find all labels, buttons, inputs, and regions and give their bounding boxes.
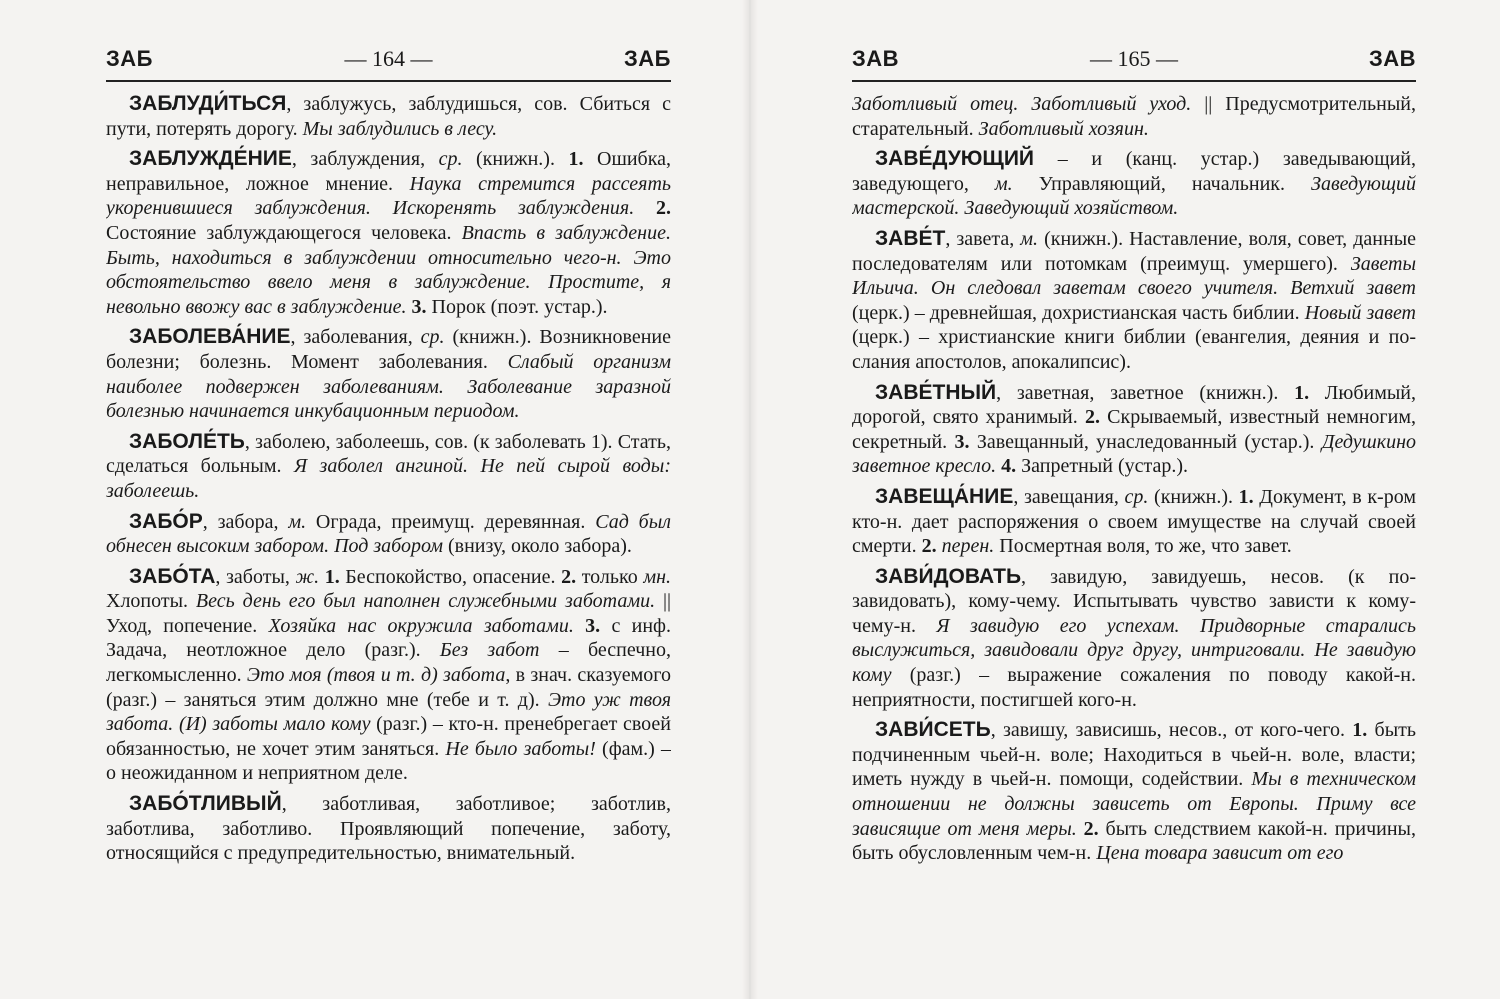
entry-headword: ЗАБОЛЕВА́НИЕ — [129, 325, 291, 349]
entry-headword: ЗАБО́ТЛИВЫЙ — [129, 792, 282, 816]
dictionary-entry — [106, 792, 671, 866]
sense-number: 3. — [411, 295, 427, 318]
right-guide-word-right: ЗАВ — [1368, 46, 1416, 71]
entry-text: Порок (поэт. устар.). — [426, 295, 608, 318]
entry-example: Не было заботы! — [445, 737, 596, 760]
dictionary-entry — [106, 325, 671, 423]
entry-text: (разг.) – кто-н. пренебрегает своей обязанностью, не хочет этим заняться. — [106, 713, 671, 760]
entry-text — [634, 197, 656, 219]
entry-example: Сад был обнесен высоким забором. Под забором — [106, 510, 671, 558]
left-guide-word-left: ЗАБ — [106, 46, 153, 71]
entry-example: мн. — [643, 565, 671, 588]
dictionary-entry — [852, 227, 1416, 375]
sense-number: 1. — [1352, 719, 1368, 742]
entry-text: быть подчиненным чьей-н. воле; Находиться в чьей-н. воле, власти; иметь нужду в чьей-н. помощи, содействии. — [852, 719, 1416, 791]
entry-example: Заботливый хозяин. — [978, 117, 1149, 140]
left-page-body — [106, 92, 671, 872]
entry-text: Ошибка, неправильное, ложное мнение. — [106, 148, 671, 195]
dictionary-entry — [852, 565, 1416, 713]
entry-example: Хозяйка нас окружила заботами. — [268, 614, 574, 637]
entry-example: Заботливый отец. Заботливый уход. — [852, 93, 1192, 115]
sense-number: 2. — [1083, 817, 1099, 840]
entry-text: (книжн.). — [462, 148, 569, 171]
dictionary-entry — [106, 430, 671, 504]
entry-text: Документ, в к-ром кто-н. дает распоряжения о своем имуществе на случай своей смерти. — [852, 485, 1416, 558]
entry-text: (церк.) – христианские книги библии (евангелия, деяния и послания апостолов, апокалипсис). — [852, 326, 1416, 373]
dictionary-entry — [852, 147, 1416, 221]
entry-text: Завещанный, унаследованный (устар.). — [969, 430, 1322, 453]
entry-example: Мы в техническом отношении не должны зависеть от Европы. Приму все зависящие от меня меры. — [852, 768, 1416, 840]
entry-text: , завишу, зависишь, несов., от кого-чего. — [990, 719, 1353, 742]
left-guide-word-right: ЗАБ — [624, 46, 671, 71]
sense-number: 3. — [585, 614, 601, 637]
entry-text: Скрываемый, известный немногим, секретный. — [852, 406, 1416, 453]
entry-text: , завета, — [945, 227, 1021, 250]
entry-text — [1077, 818, 1084, 840]
sense-number: 1. — [324, 565, 340, 588]
entry-headword: ЗАВЕ́ДУЮЩИЙ — [875, 147, 1035, 171]
entry-example: Дедушкино заветное кресло. — [852, 430, 1416, 478]
right-guide-word-left: ЗАВ — [852, 46, 900, 71]
entry-text: , завидую, завидуешь, несов. (к позавидовать), кому-чему. Испытывать чувство зависти к кому-чему-н. — [852, 565, 1416, 637]
sense-number: 2. — [561, 565, 577, 588]
entry-text: – и (канц. устар.) заведывающий, заведующего, — [852, 148, 1416, 195]
dictionary-entry — [852, 485, 1416, 559]
entry-headword: ЗАБЛУЖДЕ́НИЕ — [129, 147, 292, 171]
dictionary-entry — [106, 510, 671, 559]
entry-text: (разг.) – выражение сожаления по поводу какой-н. неприятности, постигшей кого-н. — [852, 664, 1416, 711]
entry-text — [574, 615, 585, 637]
entry-headword: ЗАБО́Р — [129, 509, 203, 533]
entry-headword: ЗАВИ́СЕТЬ — [875, 718, 991, 742]
entry-example: Это моя (твоя и т. д) забота — [246, 664, 506, 687]
left-page-number: — 164 — — [344, 46, 433, 71]
entry-example: Слабый организм наиболее подвержен заболеваниям. Заболевание заразной болезнью начинается инкубационным периодом. — [106, 350, 671, 423]
entry-example: Цена товара зависит от его — [1096, 842, 1344, 865]
entry-text: (церк.) – древнейшая, дохристианская часть библии. — [852, 301, 1305, 324]
entry-text: , заботы, — [215, 565, 296, 588]
entry-text: с инф. Задача, неотложное дело (разг.). — [106, 614, 671, 662]
entry-headword: ЗАВЕ́ТНЫЙ — [875, 380, 997, 404]
dictionary-entry — [852, 381, 1416, 479]
sense-number: 1. — [568, 148, 584, 171]
entry-text: || Уход, попечение. — [106, 590, 671, 637]
entry-headword: ЗАБО́ТА — [129, 564, 216, 588]
entry-example: Наука стремится рассеять укоренившиеся заблуждения. Искоренять заблуждения. — [106, 172, 671, 220]
entry-headword: ЗАВИ́ДОВАТЬ — [875, 564, 1022, 588]
entry-text: – беспечно, легкомысленно. — [106, 639, 671, 687]
entry-text: , заботливая, заботливое; заботлив, заботлива, заботливо. Проявляющий попечение, заботу, относящийся с предупредительностью, внимательный. — [106, 793, 671, 865]
sense-number: 2. — [921, 535, 937, 558]
entry-text: (книжн.). Наставление, воля, совет, данные последователям или потомкам (преимущ. умершего). — [852, 227, 1416, 275]
entry-example: Я завидую его успехам. Придворные старались выслужиться, завидовали друг другу, интриговали. Не завидую кому — [852, 614, 1416, 687]
right-page-header — [852, 42, 1416, 82]
entry-text: Любимый, дорогой, свято хранимый. — [852, 381, 1416, 429]
sense-number: 3. — [954, 430, 970, 453]
dictionary-entry — [852, 92, 1416, 141]
entry-text: , в знач. сказуемого (разг.) – заняться этим должно мне (тебе и т. д). — [106, 664, 671, 711]
sense-number: 4. — [1001, 455, 1017, 478]
sense-number: 1. — [1294, 381, 1310, 404]
left-page — [106, 0, 671, 999]
entry-example: Это уж твоя забота. (И) заботы мало кому — [106, 688, 671, 736]
entry-example: Без забот — [439, 639, 540, 662]
entry-example: ж. — [295, 565, 320, 588]
right-page-number: — 165 — — [1090, 46, 1178, 71]
entry-text: Посмертная воля, то же, что завет. — [994, 535, 1292, 558]
entry-example: м. — [288, 510, 307, 533]
entry-headword: ЗАВЕ́Т — [875, 226, 946, 250]
book-gutter — [742, 0, 758, 999]
entry-text: , заболевания, — [290, 326, 421, 349]
dictionary-entry — [852, 718, 1416, 866]
entry-example: Весь день его был наполнен служебными заботами. — [195, 590, 656, 613]
right-page — [852, 0, 1416, 999]
entry-text: Хлопоты. — [106, 590, 196, 613]
entry-example: Мы заблудились в лесу. — [302, 117, 498, 140]
entry-text: , завещания, — [1013, 485, 1125, 508]
dictionary-entry — [106, 147, 671, 319]
entry-text: , забора, — [202, 510, 289, 533]
entry-text: || Предусмотрительный, старательный. — [852, 93, 1416, 140]
entry-headword: ЗАВЕЩА́НИЕ — [875, 484, 1014, 508]
entry-text: , заблуждения, — [291, 148, 439, 171]
entry-text: (книжн.). Возникновение болезни; болезнь. Момент заболевания. — [106, 326, 671, 373]
entry-example: ср. — [438, 148, 463, 171]
entry-example: Заведующий мастерской. Заведующий хозяйством. — [852, 172, 1416, 220]
entry-example: Заветы Ильича. Он следовал заветам своего учителя. Ветхий завет — [852, 252, 1416, 300]
entry-example: Впасть в заблуждение. Быть, находиться в заблуждении относительно чего-н. Это обстоятельство ввело меня в заблуждение. Простите, я невольно ввожу вас в заблуждение. — [106, 221, 671, 318]
entry-example: перен. — [941, 535, 995, 558]
dictionary-entry — [106, 565, 671, 786]
sense-number: 2. — [1084, 406, 1100, 429]
entry-text: (книжн.). — [1148, 485, 1239, 508]
entry-text: , заболею, заболеешь, сов. (к заболевать 1). Стать, сделаться больным. — [106, 430, 671, 478]
entry-example: ср. — [420, 326, 445, 349]
entry-text: (фам.) – о неожиданном и неприятном деле. — [106, 737, 671, 785]
entry-headword: ЗАБЛУДИ́ТЬСЯ — [129, 92, 287, 115]
left-page-header — [106, 42, 671, 82]
entry-text: Запретный (устар.). — [1016, 455, 1189, 478]
sense-number: 1. — [1238, 485, 1254, 508]
entry-text: быть следствием какой-н. причины, быть обусловленным чем-н. — [852, 817, 1416, 865]
entry-text: только — [576, 565, 644, 588]
sense-number: 2. — [656, 197, 671, 220]
entry-example: ср. — [1124, 485, 1149, 508]
dictionary-entry — [106, 92, 671, 141]
entry-headword: ЗАБОЛЕ́ТЬ — [129, 429, 245, 453]
right-page-body — [852, 92, 1416, 872]
entry-text: Управляющий, начальник. — [1012, 172, 1312, 195]
entry-example: м. — [994, 172, 1013, 195]
entry-example: Я заболел ангиной. Не пей сырой воды: заболеешь. — [106, 455, 671, 502]
entry-text: Беспокойство, опасение. — [339, 565, 562, 588]
entry-example: м. — [1020, 227, 1039, 250]
entry-text: , заблужусь, заблудишься, сов. Сбиться с пути, потерять дорогу. — [106, 93, 671, 140]
entry-text: , заветная, заветное (книжн.). — [996, 381, 1295, 404]
entry-text: (внизу, около забора). — [442, 535, 632, 558]
entry-example: Новый завет — [1304, 301, 1416, 324]
entry-text: Состояние заблуждающегося человека. — [106, 221, 462, 244]
entry-text: Ограда, преимущ. деревянная. — [306, 510, 596, 533]
